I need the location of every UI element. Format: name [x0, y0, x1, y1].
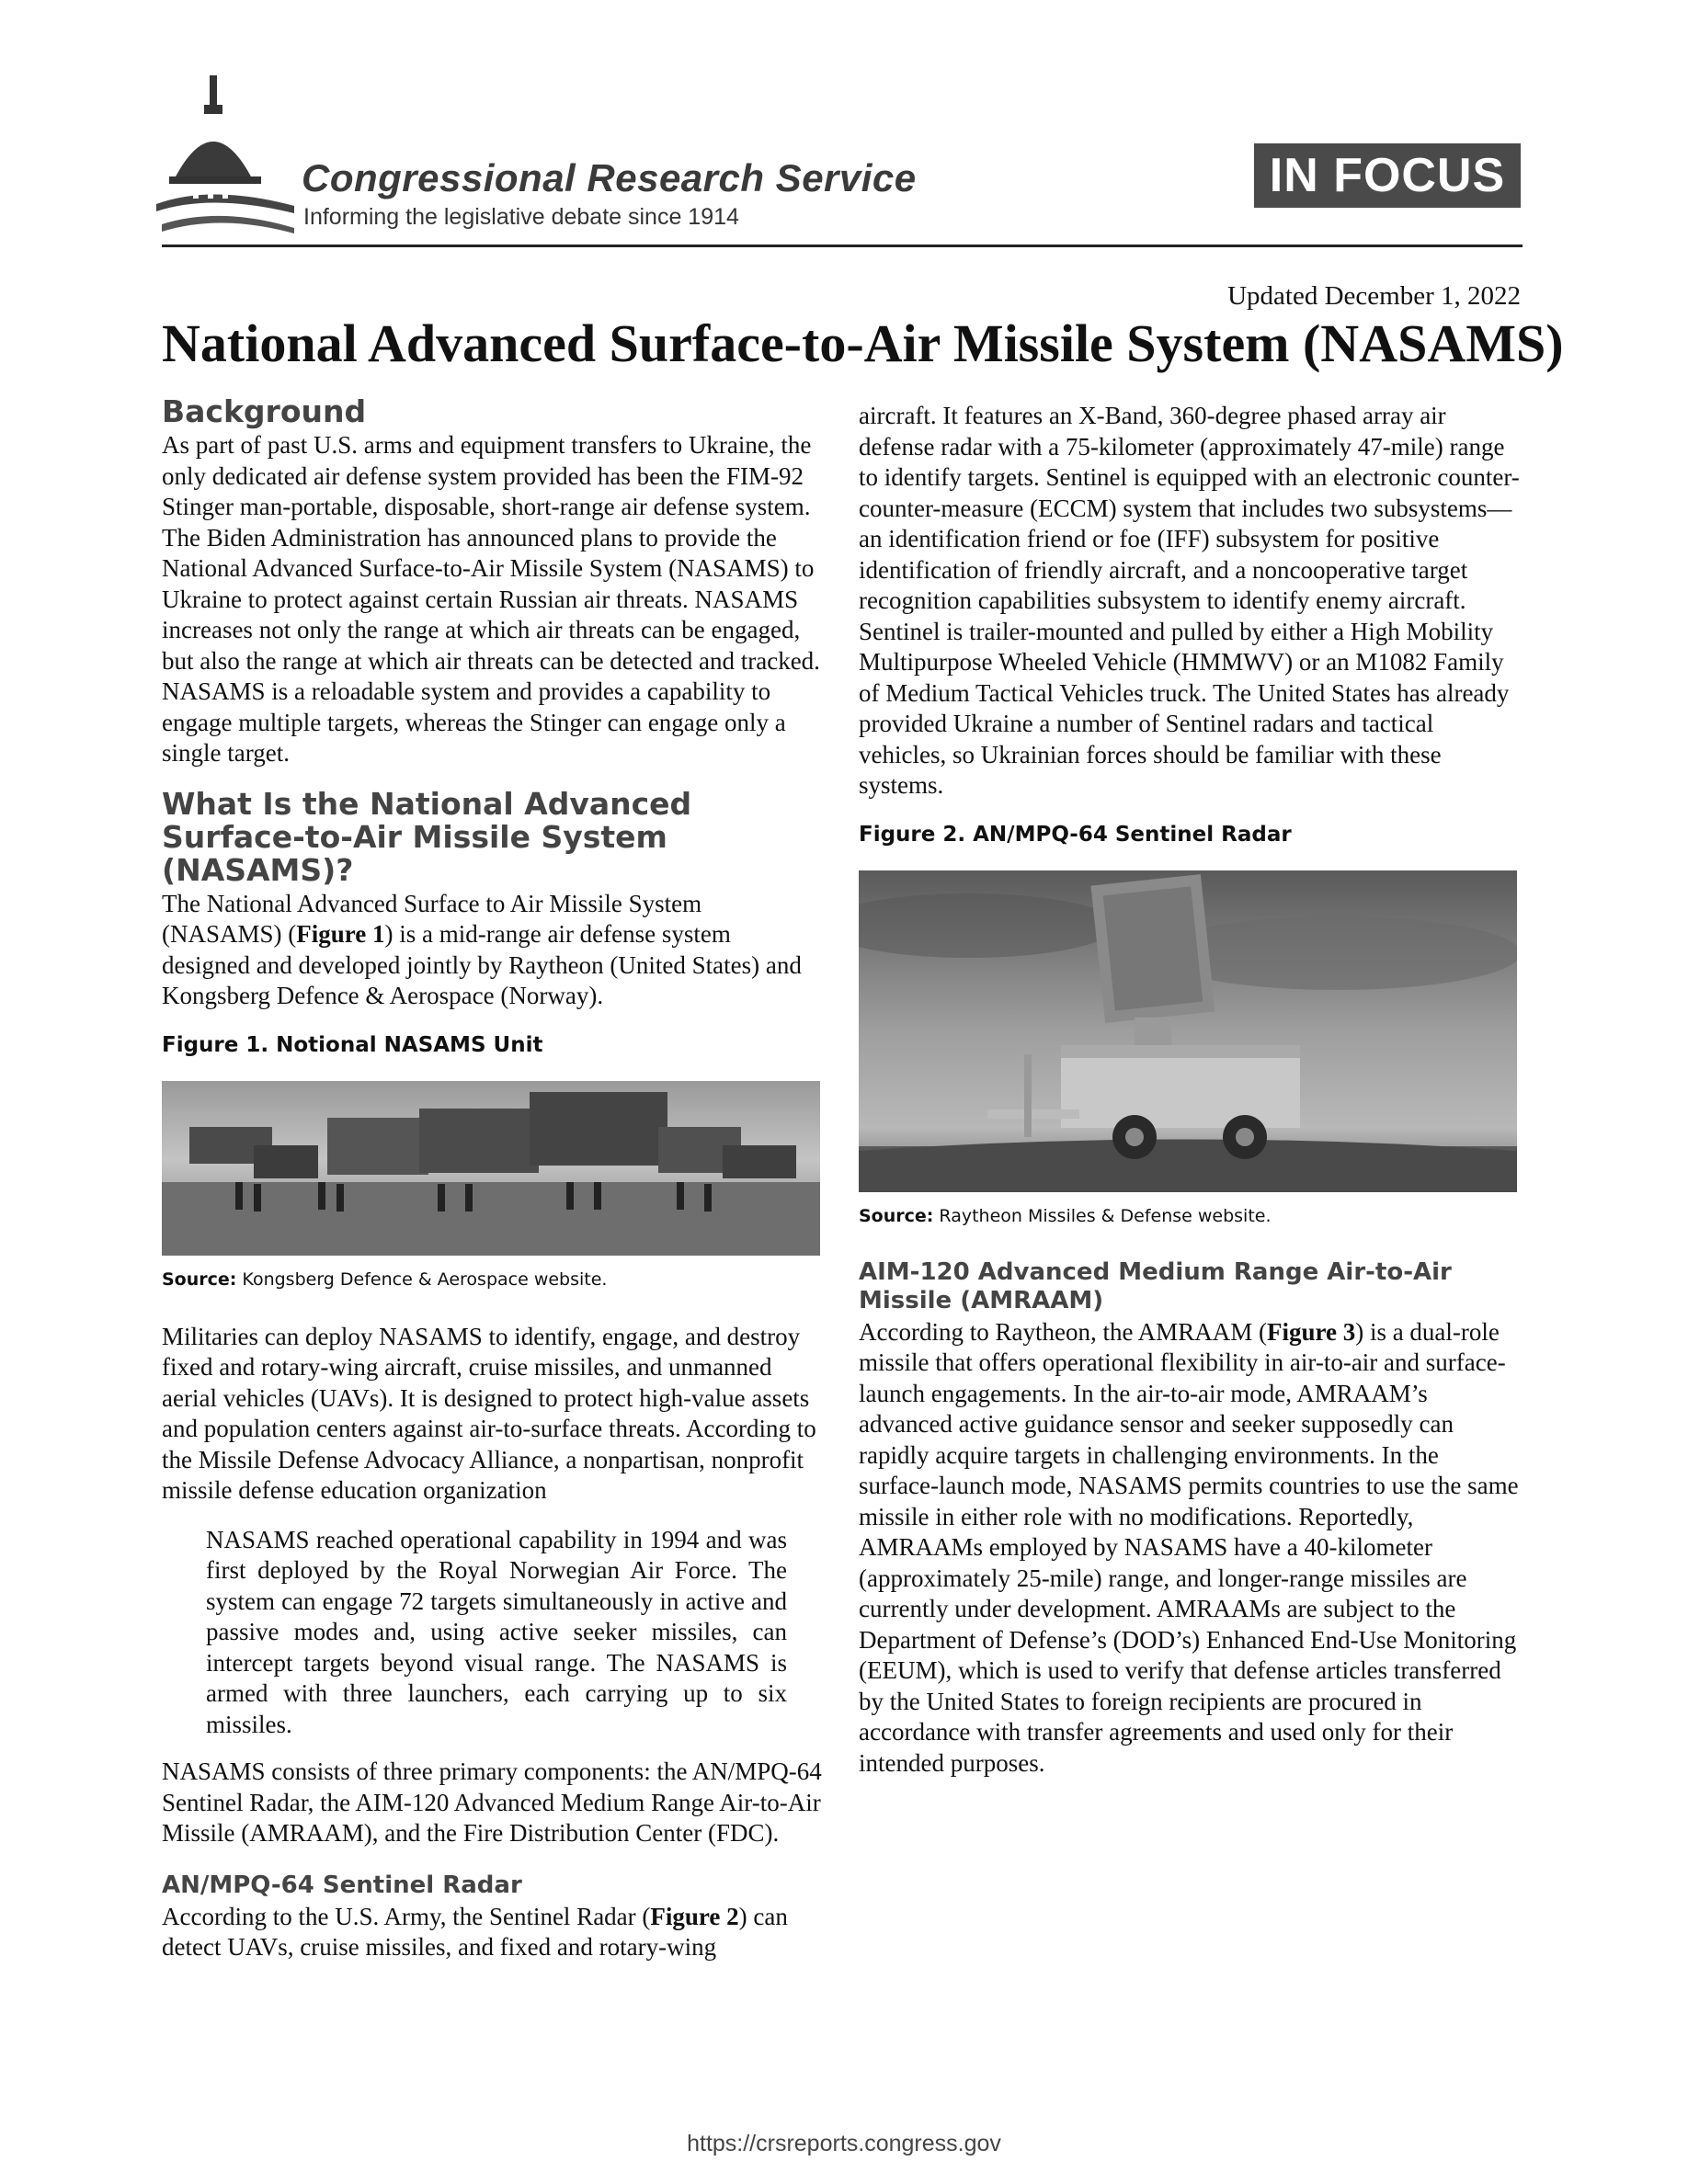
paragraph-components: NASAMS consists of three primary components: the AN/MPQ-64 Sentinel Radar, the AIM-120 Advanced Medium Range Air-to-Air Missile (AMRAAM), and the Fire Distribution Center (FDC). — [162, 1757, 822, 1847]
figure-1-caption: Figure 1. Notional NASAMS Unit — [162, 1032, 543, 1057]
in-focus-badge: IN FOCUS — [1254, 143, 1521, 208]
heading-what-is-nasams: What Is the National Advanced Surface-to-Air Missile System (NASAMS)? — [162, 785, 692, 888]
figure-2-ref: Figure 2 — [650, 1902, 739, 1930]
page-title: National Advanced Surface-to-Air Missile System (NASAMS) — [162, 313, 1564, 373]
left-column — [162, 395, 824, 1982]
figure-1-image — [162, 1081, 820, 1256]
header-divider — [162, 245, 1523, 247]
updated-date: Updated December 1, 2022 — [1227, 281, 1521, 311]
org-name: Congressional Research Service — [302, 156, 917, 199]
paragraph-what-is-nasams: The National Advanced Surface to Air Missile System (NASAMS) (Figure 1) is a mid-range air defense system designed and developed jointly by Raytheon (United States) and Kongsberg Defence & Aerospace (Norway). — [162, 889, 802, 1009]
block-quote: NASAMS reached operational capability in 1994 and was first deployed by the Royal Norwegian Air Force. The system can engage 72 targets simultaneously in active and passive modes and, using active seeker missiles, can intercept targets beyond visual range. The NASAMS is armed with three launchers, each carrying up to six missiles. — [206, 1525, 787, 1738]
heading-sentinel-radar: AN/MPQ-64 Sentinel Radar — [162, 1871, 522, 1899]
figure-2-caption: Figure 2. AN/MPQ-64 Sentinel Radar — [859, 822, 1292, 847]
paragraph-deploy: Militaries can deploy NASAMS to identify, engage, and destroy fixed and rotary-wing aircraft, cruise missiles, and unmanned aerial vehicles (UAVs). It is designed to protect high-value assets and population centers against air-to-surface threats. According to the Missile Defense Advocacy Alliance, a nonpartisan, nonprofit missile defense education organization — [162, 1322, 816, 1504]
figure-1-source: Source: Kongsberg Defence & Aerospace website. — [162, 1269, 608, 1290]
paragraph-background: As part of past U.S. arms and equipment transfers to Ukraine, the only dedicated air defense system provided has been the FIM-92 Stinger man-portable, disposable, short-range air defense system. The Biden Administration has announced plans to provide the National Advanced Surface-to-Air Missile System (NASAMS) to Ukraine to protect against certain Russian air threats. NASAMS increases not only the range at which air threats can be engaged, but also the range at which air threats can be detected and tracked. NASAMS is a reloadable system and provides a capability to engage multiple targets, whereas the Stinger can engage only a single target. — [162, 431, 820, 767]
capitol-dome-icon — [156, 68, 294, 233]
figure-3-ref: Figure 3 — [1266, 1317, 1356, 1346]
org-tagline: Informing the legislative debate since 1914 — [303, 204, 739, 230]
figure-1-ref: Figure 1 — [296, 920, 385, 948]
paragraph-sentinel-cont: aircraft. It features an X-Band, 360-degree phased array air defense radar with a 75-kilometer (approximately 47-mile) range to identify targets. Sentinel is equipped with an electronic counter-counter-measure (ECCM) system that includes two subsystems—an identification friend or foe (IFF) subsystem for positive identification of friendly aircraft, and a noncooperative target recognition capabilities subsystem to identify enemy aircraft. Sentinel is trailer-mounted and pulled by either a High Mobility Multipurpose Wheeled Vehicle (HMMWV) or an M1082 Family of Medium Tactical Vehicles truck. The United States has already provided Ukraine a number of Sentinel radars and tactical vehicles, so Ukrainian forces should be familiar with these systems. — [859, 402, 1520, 799]
crs-logo — [156, 68, 917, 243]
footer-url[interactable]: https://crsreports.congress.gov — [687, 2131, 1001, 2156]
paragraph-sentinel: According to the U.S. Army, the Sentinel Radar (Figure 2) can detect UAVs, cruise missiles, and fixed and rotary-wing — [162, 1902, 788, 1961]
figure-2-image — [859, 870, 1517, 1192]
figure-2-source: Source: Raytheon Missiles & Defense website. — [859, 1206, 1272, 1226]
right-column — [859, 401, 1521, 1797]
heading-amraam: AIM-120 Advanced Medium Range Air-to-Air Missile (AMRAAM) — [859, 1257, 1452, 1314]
heading-background: Background — [162, 393, 367, 429]
paragraph-amraam: According to Raytheon, the AMRAAM (Figure 3) is a dual-role missile that offers operational flexibility in air-to-air and surface-launch engagements. In the air-to-air mode, AMRAAM’s advanced active guidance sensor and seeker supposedly can rapidly acquire targets in challenging environments. In the surface-launch mode, NASAMS permits countries to use the same missile in either role with no modifications. Reportedly, AMRAAMs employed by NASAMS have a 40-kilometer (approximately 25-mile) range, and longer-range missiles are currently under development. AMRAAMs are subject to the Department of Defense’s (DOD’s) Enhanced End-Use Monitoring (EEUM), which is used to verify that defense articles transferred by the United States to foreign recipients are procured in accordance with transfer agreements and used only for their intended purposes. — [859, 1317, 1519, 1777]
